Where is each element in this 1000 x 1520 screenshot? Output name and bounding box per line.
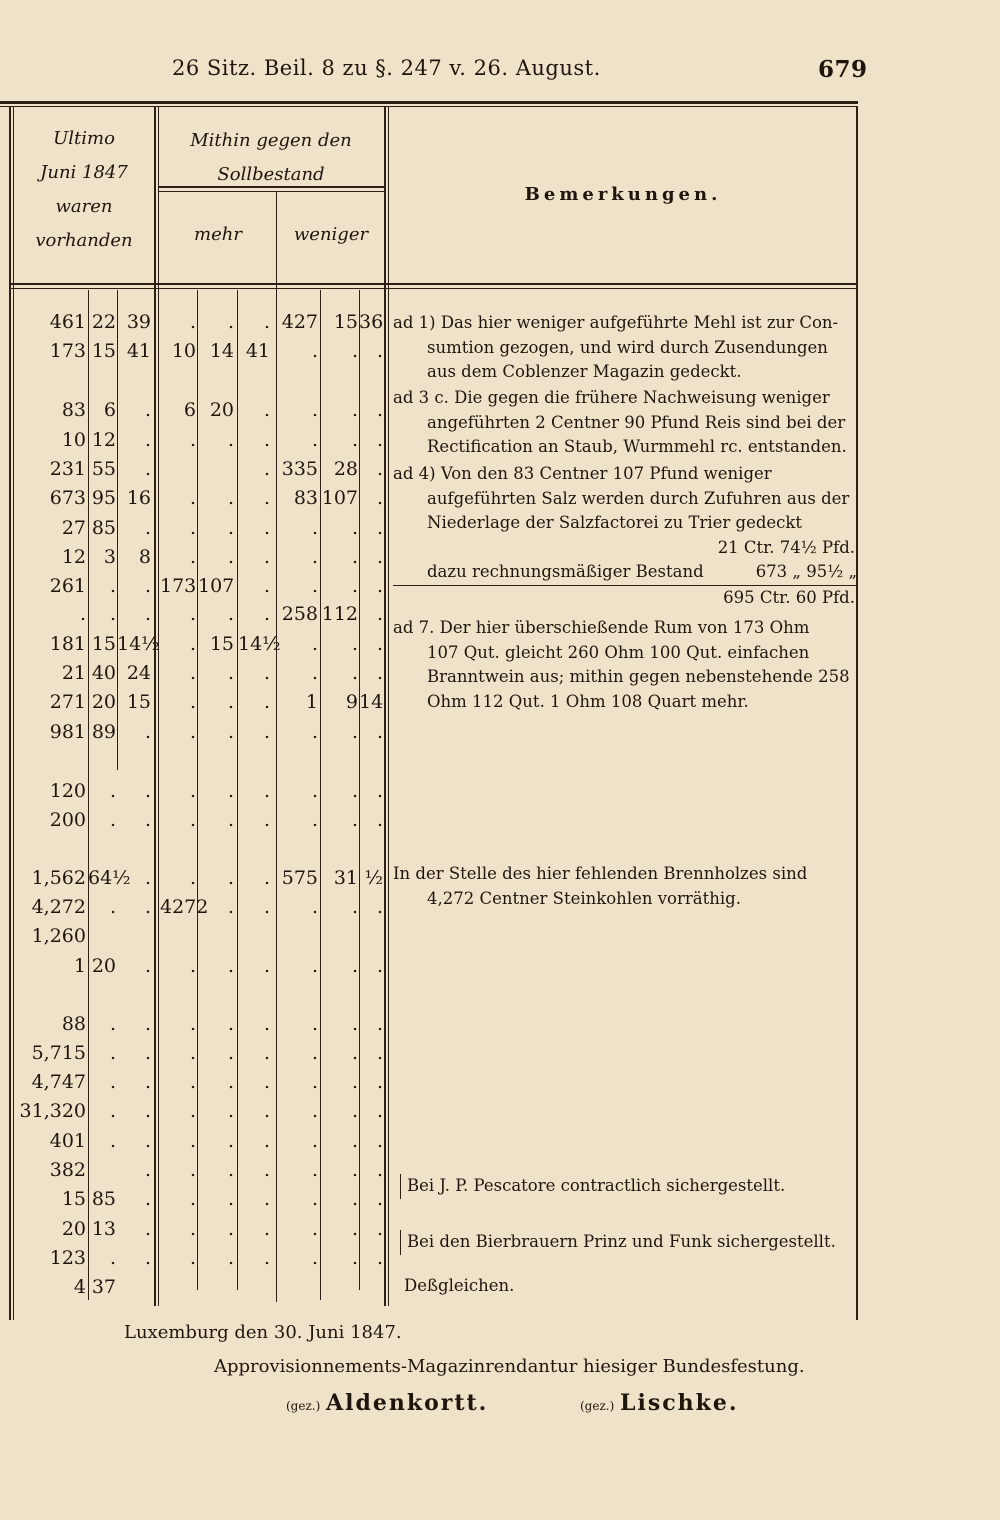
- cell-f: .: [263, 896, 270, 918]
- cell-b: 64½: [88, 867, 131, 889]
- cell-h: .: [351, 1218, 358, 1240]
- cell-f: 41: [245, 340, 270, 362]
- cell-f: .: [263, 662, 270, 684]
- cell-c: .: [144, 458, 151, 480]
- cell-c: .: [144, 809, 151, 831]
- cell-i: .: [376, 1159, 383, 1181]
- cell-b: 55: [91, 458, 116, 480]
- cell-h: 9: [345, 691, 358, 713]
- cell-h: 112: [321, 603, 358, 625]
- cell-i: .: [376, 955, 383, 977]
- cell-b: 40: [91, 662, 116, 684]
- cell-h: .: [351, 399, 358, 421]
- cell-e: .: [227, 1188, 234, 1210]
- rule-header-bottom-thin: [10, 288, 858, 289]
- cell-e: 14: [209, 340, 234, 362]
- cell-h: [320, 1273, 358, 1301]
- cell-a: 673: [49, 487, 86, 509]
- cell-a: 401: [49, 1130, 86, 1152]
- cell-h: .: [351, 721, 358, 743]
- cell-h: .: [351, 429, 358, 451]
- cell-c: 39: [126, 311, 151, 333]
- cell-i: .: [376, 1188, 383, 1210]
- cell-h: 31: [333, 867, 358, 889]
- signature-2: (gez.) Lischke.: [580, 1390, 739, 1416]
- cell-a: 271: [49, 691, 86, 713]
- cell-b: 12: [91, 429, 116, 451]
- cell-e: .: [227, 517, 234, 539]
- cell-i: .: [376, 517, 383, 539]
- header-remarks: Bemerkungen.: [524, 184, 722, 205]
- cell-e: .: [227, 867, 234, 889]
- cell-g: .: [311, 1013, 318, 1035]
- remark-8: Deßgleichen.: [404, 1276, 515, 1295]
- cell-h: 15: [333, 311, 358, 333]
- cell-d: .: [189, 955, 196, 977]
- cell-b: .: [109, 780, 116, 802]
- cell-c: .: [144, 575, 151, 597]
- cell-d: .: [189, 1247, 196, 1269]
- cell-e: .: [227, 1130, 234, 1152]
- cell-d: .: [189, 429, 196, 451]
- cell-d: .: [189, 1188, 196, 1210]
- cell-b: 15: [91, 633, 116, 655]
- cell-e: .: [227, 1218, 234, 1240]
- cell-i: ½: [364, 867, 383, 889]
- signature-1: (gez.) Aldenkortt.: [286, 1390, 489, 1416]
- cell-f: .: [263, 1071, 270, 1093]
- cell-g: 335: [281, 458, 318, 480]
- cell-c: 16: [126, 487, 151, 509]
- cell-d: .: [189, 633, 196, 655]
- cell-c: .: [144, 896, 151, 918]
- cell-d: .: [189, 867, 196, 889]
- cell-b: .: [109, 1071, 116, 1093]
- cell-h: .: [351, 517, 358, 539]
- header-col2: Mithin gegen den Sollbestand: [190, 130, 352, 185]
- cell-g: .: [311, 517, 318, 539]
- cell-d: .: [189, 1071, 196, 1093]
- cell-h: .: [351, 1188, 358, 1210]
- cell-f: .: [263, 691, 270, 713]
- cell-b: 20: [91, 691, 116, 713]
- cell-e: 20: [209, 399, 234, 421]
- cell-f: .: [263, 458, 270, 480]
- cell-e: .: [227, 603, 234, 625]
- cell-c: .: [144, 780, 151, 802]
- cell-h: .: [351, 340, 358, 362]
- cell-a: 5,715: [31, 1042, 86, 1064]
- cell-c: .: [144, 1130, 151, 1152]
- cell-f: .: [263, 1218, 270, 1240]
- cell-d: .: [189, 603, 196, 625]
- cell-c: [117, 1273, 151, 1301]
- cell-i: .: [376, 633, 383, 655]
- cell-f: .: [263, 1159, 270, 1181]
- vrule-1-thin: [158, 106, 159, 1306]
- vrule-1: [154, 106, 156, 1306]
- cell-e: .: [227, 1159, 234, 1181]
- cell-g: .: [311, 780, 318, 802]
- cell-i: .: [376, 399, 383, 421]
- cell-i: .: [376, 1130, 383, 1152]
- cell-b: .: [109, 1013, 116, 1035]
- cell-i: [359, 922, 383, 950]
- cell-g: .: [311, 546, 318, 568]
- cell-e: .: [227, 1100, 234, 1122]
- cell-a: 261: [49, 575, 86, 597]
- cell-d: .: [189, 546, 196, 568]
- cell-g: .: [311, 1100, 318, 1122]
- cell-d: .: [189, 1159, 196, 1181]
- cell-f: .: [263, 955, 270, 977]
- cell-d: .: [189, 662, 196, 684]
- cell-g: .: [311, 340, 318, 362]
- cell-a: 4,272: [31, 896, 86, 918]
- cell-d: .: [189, 1130, 196, 1152]
- cell-a: 1: [73, 955, 86, 977]
- cell-f: .: [263, 809, 270, 831]
- cell-d: .: [189, 517, 196, 539]
- cell-c: 14½: [117, 633, 160, 655]
- cell-g: .: [311, 1247, 318, 1269]
- cell-d: .: [189, 1013, 196, 1035]
- cell-i: .: [376, 780, 383, 802]
- cell-b: .: [109, 603, 116, 625]
- cell-c: .: [144, 1188, 151, 1210]
- cell-e: .: [227, 691, 234, 713]
- cell-c: .: [144, 867, 151, 889]
- cell-d: .: [189, 311, 196, 333]
- cell-g: .: [311, 1071, 318, 1093]
- cell-a: 12: [61, 546, 86, 568]
- cell-b: 22: [91, 311, 116, 333]
- cell-e: 107: [198, 575, 235, 597]
- cell-a: .: [79, 603, 86, 625]
- cell-e: .: [227, 311, 234, 333]
- cell-c: 41: [126, 340, 151, 362]
- cell-a: 231: [49, 458, 86, 480]
- header-weniger: weniger: [293, 224, 369, 245]
- cell-i: .: [376, 721, 383, 743]
- cell-a: 981: [49, 721, 86, 743]
- cell-f: [238, 1273, 270, 1301]
- cell-c: .: [144, 1042, 151, 1064]
- cell-f: .: [263, 1013, 270, 1035]
- cell-a: 123: [49, 1247, 86, 1269]
- cell-h: .: [351, 1013, 358, 1035]
- cell-d: .: [189, 780, 196, 802]
- cell-f: .: [263, 603, 270, 625]
- cell-a: 200: [49, 809, 86, 831]
- cell-b: 89: [91, 721, 116, 743]
- cell-a: 181: [49, 633, 86, 655]
- cell-i: .: [376, 487, 383, 509]
- remark-3: ad 4) Von den 83 Centner 107 Pfund weniger aufgeführten Salz werden durch Zufuhren aus der Niederlage der Salzfactorei zu Trier gedeckt 21 Ctr. 74½ Pfd. dazu rechnungsmäßiger Bestand 673 „ 95½ „ 695 Ctr. 60 Pfd.: [393, 464, 857, 607]
- cell-c: .: [144, 1218, 151, 1240]
- cell-g: .: [311, 896, 318, 918]
- remark-1: ad 1) Das hier weniger aufgeführte Mehl ist zur Con- sumtion gezogen, und wird durch Zusendungen aus dem Coblenzer Magazin gedeckt.: [393, 313, 839, 381]
- cell-g: .: [311, 575, 318, 597]
- cell-c: 15: [126, 691, 151, 713]
- vrule-right: [856, 106, 858, 1320]
- cell-i: .: [376, 1042, 383, 1064]
- cell-b: .: [109, 1247, 116, 1269]
- cell-c: .: [144, 1013, 151, 1035]
- cell-d: [160, 455, 196, 483]
- cell-b: 85: [91, 1188, 116, 1210]
- cell-e: .: [227, 721, 234, 743]
- cell-c: 24: [126, 662, 151, 684]
- cell-d: .: [189, 1218, 196, 1240]
- cell-c: .: [144, 429, 151, 451]
- cell-d: 173: [160, 575, 197, 597]
- cell-a: 21: [61, 662, 86, 684]
- cell-b: 95: [91, 487, 116, 509]
- cell-d: [160, 1273, 196, 1301]
- cell-b: .: [109, 575, 116, 597]
- cell-e: .: [227, 896, 234, 918]
- cell-g: .: [311, 633, 318, 655]
- cell-e: .: [227, 429, 234, 451]
- cell-b: .: [109, 809, 116, 831]
- cell-f: .: [263, 780, 270, 802]
- cell-b: 3: [103, 546, 116, 568]
- cell-g: 83: [293, 487, 318, 509]
- cell-g: 575: [281, 867, 318, 889]
- cell-b: 6: [103, 399, 116, 421]
- cell-i: .: [376, 896, 383, 918]
- cell-b: 20: [91, 955, 116, 977]
- cell-b: .: [109, 1130, 116, 1152]
- cell-e: .: [227, 1013, 234, 1035]
- cell-e: .: [227, 546, 234, 568]
- cell-g: .: [311, 1130, 318, 1152]
- cell-e: 15: [209, 633, 234, 655]
- vrule-2: [276, 192, 277, 1302]
- cell-b: 37: [91, 1276, 116, 1298]
- cell-h: .: [351, 633, 358, 655]
- cell-c: [117, 922, 151, 950]
- cell-e: .: [227, 1247, 234, 1269]
- cell-i: .: [376, 662, 383, 684]
- remark-4: ad 7. Der hier überschießende Rum von 173 Ohm 107 Qut. gleicht 260 Ohm 100 Qut. einfachen Branntwein aus; mithin gegen nebenstehende 258 Ohm 112 Qut. 1 Ohm 108 Quart mehr.: [393, 618, 850, 711]
- cell-h: .: [351, 662, 358, 684]
- cell-b: .: [109, 1042, 116, 1064]
- cell-h: .: [351, 780, 358, 802]
- remark-2: ad 3 c. Die gegen die frühere Nachweisung weniger angeführten 2 Centner 90 Pfund Reis sind bei der Rectification an Staub, Wurmmehl rc. entstanden.: [393, 388, 847, 456]
- cell-g: .: [311, 429, 318, 451]
- cell-e: .: [227, 1071, 234, 1093]
- cell-f: .: [263, 429, 270, 451]
- cell-i: .: [376, 809, 383, 831]
- cell-i: 36: [359, 311, 384, 333]
- cell-c: .: [144, 603, 151, 625]
- cell-f: .: [263, 1188, 270, 1210]
- cell-g: .: [311, 662, 318, 684]
- remark-6: Bei J. P. Pescatore contractlich sichergestellt.: [400, 1174, 862, 1199]
- cell-f: .: [263, 1130, 270, 1152]
- cell-h: 107: [321, 487, 358, 509]
- cell-a: 88: [61, 1013, 86, 1035]
- footer-office: Approvisionnements-Magazinrendantur hiesiger Bundesfestung.: [214, 1356, 805, 1377]
- remark-5: In der Stelle des hier fehlenden Brennholzes sind 4,272 Centner Steinkohlen vorräthig.: [393, 864, 808, 908]
- cell-f: .: [263, 487, 270, 509]
- cell-i: [359, 1273, 383, 1301]
- cell-f: .: [263, 546, 270, 568]
- cell-i: .: [376, 603, 383, 625]
- cell-g: 1: [305, 691, 318, 713]
- cell-h: .: [351, 1071, 358, 1093]
- cell-a: 10: [61, 429, 86, 451]
- running-header: 26 Sitz. Beil. 8 zu §. 247 v. 26. August.: [172, 56, 601, 80]
- cell-b: 15: [91, 340, 116, 362]
- cell-c: .: [144, 1100, 151, 1122]
- cell-i: .: [376, 575, 383, 597]
- cell-g: .: [311, 809, 318, 831]
- cell-i: .: [376, 1013, 383, 1035]
- cell-i: 14: [359, 691, 384, 713]
- cell-i: .: [376, 458, 383, 480]
- cell-i: .: [376, 546, 383, 568]
- cell-f: .: [263, 1247, 270, 1269]
- cell-i: .: [376, 429, 383, 451]
- header-mehr: mehr: [194, 224, 242, 245]
- cell-c: .: [144, 399, 151, 421]
- cell-g: 427: [281, 311, 318, 333]
- cell-a: 120: [49, 780, 86, 802]
- cell-g: .: [311, 721, 318, 743]
- vrule-3-thin: [388, 106, 389, 1306]
- cell-d: .: [189, 1100, 196, 1122]
- vrule-3: [384, 106, 386, 1306]
- cell-h: .: [351, 955, 358, 977]
- cell-d: 10: [171, 340, 196, 362]
- cell-f: .: [263, 575, 270, 597]
- cell-a: 461: [49, 311, 86, 333]
- cell-e: .: [227, 1042, 234, 1064]
- cell-e: [198, 922, 234, 950]
- cell-d: 6: [183, 399, 196, 421]
- cell-h: .: [351, 546, 358, 568]
- cell-b: 85: [91, 517, 116, 539]
- cell-e: .: [227, 955, 234, 977]
- cell-b: 13: [91, 1218, 116, 1240]
- cell-h: .: [351, 1100, 358, 1122]
- cell-i: .: [376, 1218, 383, 1240]
- cell-d: .: [189, 691, 196, 713]
- cell-h: .: [351, 1042, 358, 1064]
- cell-a: 173: [49, 340, 86, 362]
- cell-a: 4,747: [31, 1071, 86, 1093]
- cell-a: 15: [61, 1188, 86, 1210]
- rule-top-thin: [0, 106, 858, 107]
- cell-d: [160, 922, 196, 950]
- remark-7: Bei den Bierbrauern Prinz und Funk sichergestellt.: [400, 1230, 862, 1255]
- cell-g: .: [311, 1159, 318, 1181]
- cell-g: .: [311, 1218, 318, 1240]
- cell-b: .: [109, 896, 116, 918]
- cell-g: .: [311, 1042, 318, 1064]
- cell-a: 1,260: [31, 925, 86, 947]
- cell-f: .: [263, 517, 270, 539]
- cell-h: .: [351, 1159, 358, 1181]
- cell-g: .: [311, 1188, 318, 1210]
- cell-i: .: [376, 1247, 383, 1269]
- page-number: 679: [818, 56, 868, 83]
- cell-h: .: [351, 896, 358, 918]
- cell-e: [198, 455, 234, 483]
- cell-f: .: [263, 1042, 270, 1064]
- cell-c: .: [144, 955, 151, 977]
- cell-c: .: [144, 1071, 151, 1093]
- cell-e: .: [227, 662, 234, 684]
- header-col1: Ultimo Juni 1847 waren vorhanden: [35, 128, 133, 251]
- cell-d: .: [189, 487, 196, 509]
- cell-d: .: [189, 721, 196, 743]
- cell-a: 1,562: [31, 867, 86, 889]
- cell-a: 382: [49, 1159, 86, 1181]
- cell-a: 4: [73, 1276, 86, 1298]
- cell-a: 83: [61, 399, 86, 421]
- cell-f: [238, 922, 270, 950]
- cell-d: .: [189, 1042, 196, 1064]
- cell-c: 8: [138, 546, 151, 568]
- cell-b: .: [109, 1100, 116, 1122]
- cell-g: [278, 922, 318, 950]
- cell-f: 14½: [238, 633, 281, 655]
- cell-c: .: [144, 517, 151, 539]
- cell-f: .: [263, 1100, 270, 1122]
- cell-h: .: [351, 1247, 358, 1269]
- cell-f: .: [263, 721, 270, 743]
- cell-g: 258: [281, 603, 318, 625]
- cell-f: .: [263, 399, 270, 421]
- footer-place-date: Luxemburg den 30. Juni 1847.: [124, 1322, 402, 1343]
- cell-e: .: [227, 487, 234, 509]
- cell-g: .: [311, 399, 318, 421]
- cell-h: .: [351, 809, 358, 831]
- cell-c: .: [144, 1159, 151, 1181]
- cell-d: .: [189, 809, 196, 831]
- cell-a: 31,320: [19, 1100, 86, 1122]
- rule-header-bottom: [10, 283, 858, 285]
- cell-g: .: [311, 955, 318, 977]
- cell-b: [88, 922, 116, 950]
- cell-h: .: [351, 1130, 358, 1152]
- cell-a: 20: [61, 1218, 86, 1240]
- cell-h: [320, 922, 358, 950]
- cell-a: 27: [61, 517, 86, 539]
- cell-e: .: [227, 809, 234, 831]
- cell-i: .: [376, 1071, 383, 1093]
- cell-h: .: [351, 575, 358, 597]
- cell-i: .: [376, 340, 383, 362]
- cell-f: .: [263, 867, 270, 889]
- cell-d: 4272: [160, 896, 209, 918]
- cell-c: .: [144, 721, 151, 743]
- cell-g: [278, 1273, 318, 1301]
- cell-e: .: [227, 780, 234, 802]
- cell-e: [198, 1273, 234, 1301]
- cell-f: .: [263, 311, 270, 333]
- cell-b: [88, 1156, 116, 1184]
- cell-i: .: [376, 1100, 383, 1122]
- cell-c: .: [144, 1247, 151, 1269]
- rule-top: [0, 101, 858, 104]
- cell-h: 28: [333, 458, 358, 480]
